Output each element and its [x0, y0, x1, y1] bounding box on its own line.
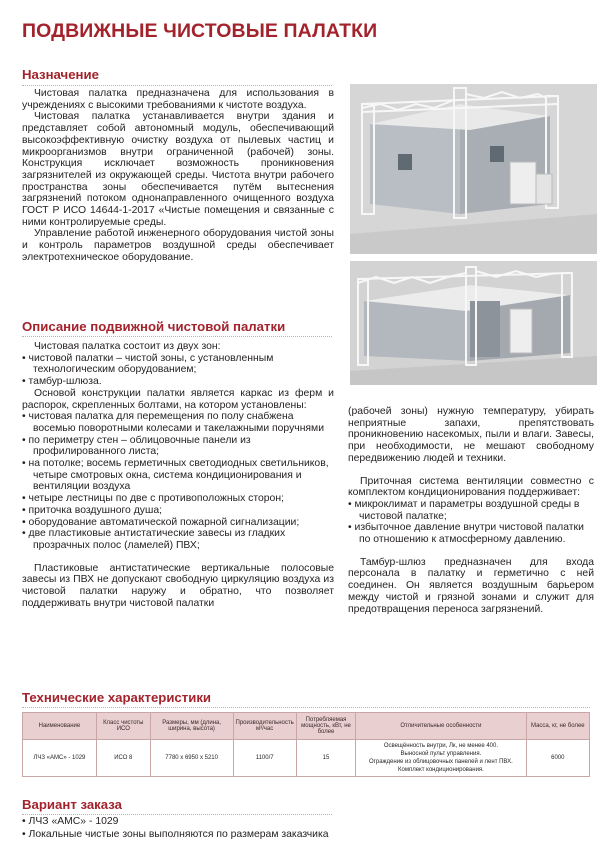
frame-item: • чистовая палатка для перемещения по полу снабжена восемью поворотными колесами и такелажными поручнями [22, 411, 325, 434]
airlock-paragraph: Тамбур-шлюз предназначен для входа персонала в палатку и герметично с ней соединен. Он является воздушным барьером между чистой и грязной зонами и служит для предотвращения переноса загрязнений. [348, 556, 594, 615]
frame-item: • приточка воздушного душа; [22, 504, 162, 516]
feature-line: Комплект кондиционирования. [397, 767, 484, 773]
ventilation-item: • избыточное давление внутри чистовой палатки по отношению к атмосферному давлению. [348, 522, 584, 546]
ventilation-paragraph: Приточная система вентиляции совместно с комплектом кондиционирования поддерживает: [348, 475, 594, 499]
zone-item: • чистовой палатки – чистой зоны, с установленным технологическим оборудованием; [22, 352, 274, 376]
cell-iso: ИСО 8 [96, 740, 150, 777]
col-features-header: Отличительные особенности [356, 713, 526, 740]
order-heading: Вариант заказа [22, 797, 122, 812]
feature-line: Освещённость внутри, Лк, не менее 400. [383, 743, 498, 749]
feature-line: Ограждение из облицовочных панелей и лент ПВХ. [369, 759, 513, 765]
order-divider [22, 814, 332, 815]
specs-divider [22, 707, 590, 708]
tent-illustration-top [350, 84, 597, 254]
page-title: ПОДВИЖНЫЕ ЧИСТОВЫЕ ПАЛАТКИ [22, 20, 378, 42]
col-mass-header: Масса, кг, не более [526, 713, 589, 740]
frame-item: • по периметру стен – облицовочные панели из профилированного листа; [22, 434, 251, 458]
purpose-paragraph-2: Чистовая палатка устанавливается внутри здания и представляет собой автономный модуль, обеспечивающий высокоэффективную очистку воздуха от пылевых частиц и микроорганизмов внутри ограниченной (рабочей) зоны. Конструкция исключает возможность проникновения загрязнителей из окружающей среды. Чистота внутри рабочего пространства зоны обеспечивается путём вытеснения загрязнений потоком однонаправленного очищенного воздуха ГОСТ Р ИСО 14644-1-2017 «Чистые помещения и связанные с ними контролируемые среды. [22, 111, 334, 228]
specs-table [22, 712, 590, 777]
description-intro: Чистовая палатка состоит из двух зон: [34, 341, 221, 352]
purpose-divider [22, 85, 332, 86]
col-name-header: Наименование [23, 713, 97, 740]
description-divider [22, 336, 332, 337]
cell-mass: 6000 [526, 740, 589, 777]
col-power-header: Потребляемая мощность, кВт, не более [296, 713, 355, 740]
cell-name: ЛЧЗ «АМС» - 1029 [23, 740, 97, 777]
frame-item: • две пластиковые антистатические завесы из гладких прозрачных полос (ламелей) ПВХ; [22, 528, 286, 551]
col-iso-header: Класс чистоты ИСО [96, 713, 150, 740]
frame-item: • оборудование автоматической пожарной сигнализации; [22, 516, 300, 528]
tent-photo-top [350, 84, 597, 254]
tent-illustration-bottom [350, 261, 597, 385]
cell-features [356, 740, 526, 777]
col-size-header: Размеры, мм (длина, ширина, высота) [150, 713, 233, 740]
table-header-row [23, 713, 590, 740]
description-frame: Основой конструкции палатки является каркас из ферм и распорок, скрепленных болтами, на котором установлены: [22, 387, 334, 411]
feature-line: Выносной пульт управления. [400, 751, 482, 757]
purpose-heading: Назначение [22, 67, 99, 82]
purpose-paragraph-1: Чистовая палатка предназначена для использования в учреждениях с высокими требованиями к чистоте воздуха. [22, 88, 334, 111]
frame-item: • на потолке; восемь герметичных светодиодных светильников, четыре смотровых окна, система кондиционирования и вентиляции воздуха [22, 458, 329, 493]
tent-photo-bottom [350, 261, 597, 385]
col-flow-header: Производительность м³/час [233, 713, 296, 740]
purpose-paragraph-3: Управление работой инженерного оборудования чистой зоны и контроль параметров воздушной среды обеспечивает электротехническое оборудование. [22, 228, 334, 263]
cell-size: 7780 х 6950 х 5210 [150, 740, 233, 777]
description-right-column [348, 406, 594, 615]
curtains-continuation: (рабочей зоны) нужную температуру, убирать неприятные запахи, препятствовать проникновению насекомых, пыли и влаги. Завесы, при необходимости, не мешают свободному передвижению людей и техники. [348, 406, 594, 464]
zone-item: • тамбур-шлюза. [22, 376, 102, 388]
description-left-column [22, 341, 334, 609]
order-item: • Локальные чистые зоны выполняются по размерам заказчика [22, 829, 329, 840]
table-row [23, 740, 590, 777]
ventilation-item: • микроклимат и параметры воздушной среды в чистовой палатке; [348, 498, 580, 522]
specs-heading: Технические характеристики [22, 690, 212, 705]
cell-power: 15 [296, 740, 355, 777]
cell-flow: 1100/7 [233, 740, 296, 777]
order-item: • ЛЧЗ «АМС» - 1029 [22, 816, 119, 827]
description-heading: Описание подвижной чистовой палатки [22, 319, 286, 334]
purpose-text [22, 88, 334, 264]
curtains-paragraph: Пластиковые антистатические вертикальные полосовые завесы из ПВХ не допускают свободную циркуляцию воздуха из чистовой палатки наружу и обратно, что позволяет поддерживать внутри чистовой палатки [22, 562, 334, 609]
frame-item: • четыре лестницы по две с противоположных сторон; [22, 493, 284, 505]
